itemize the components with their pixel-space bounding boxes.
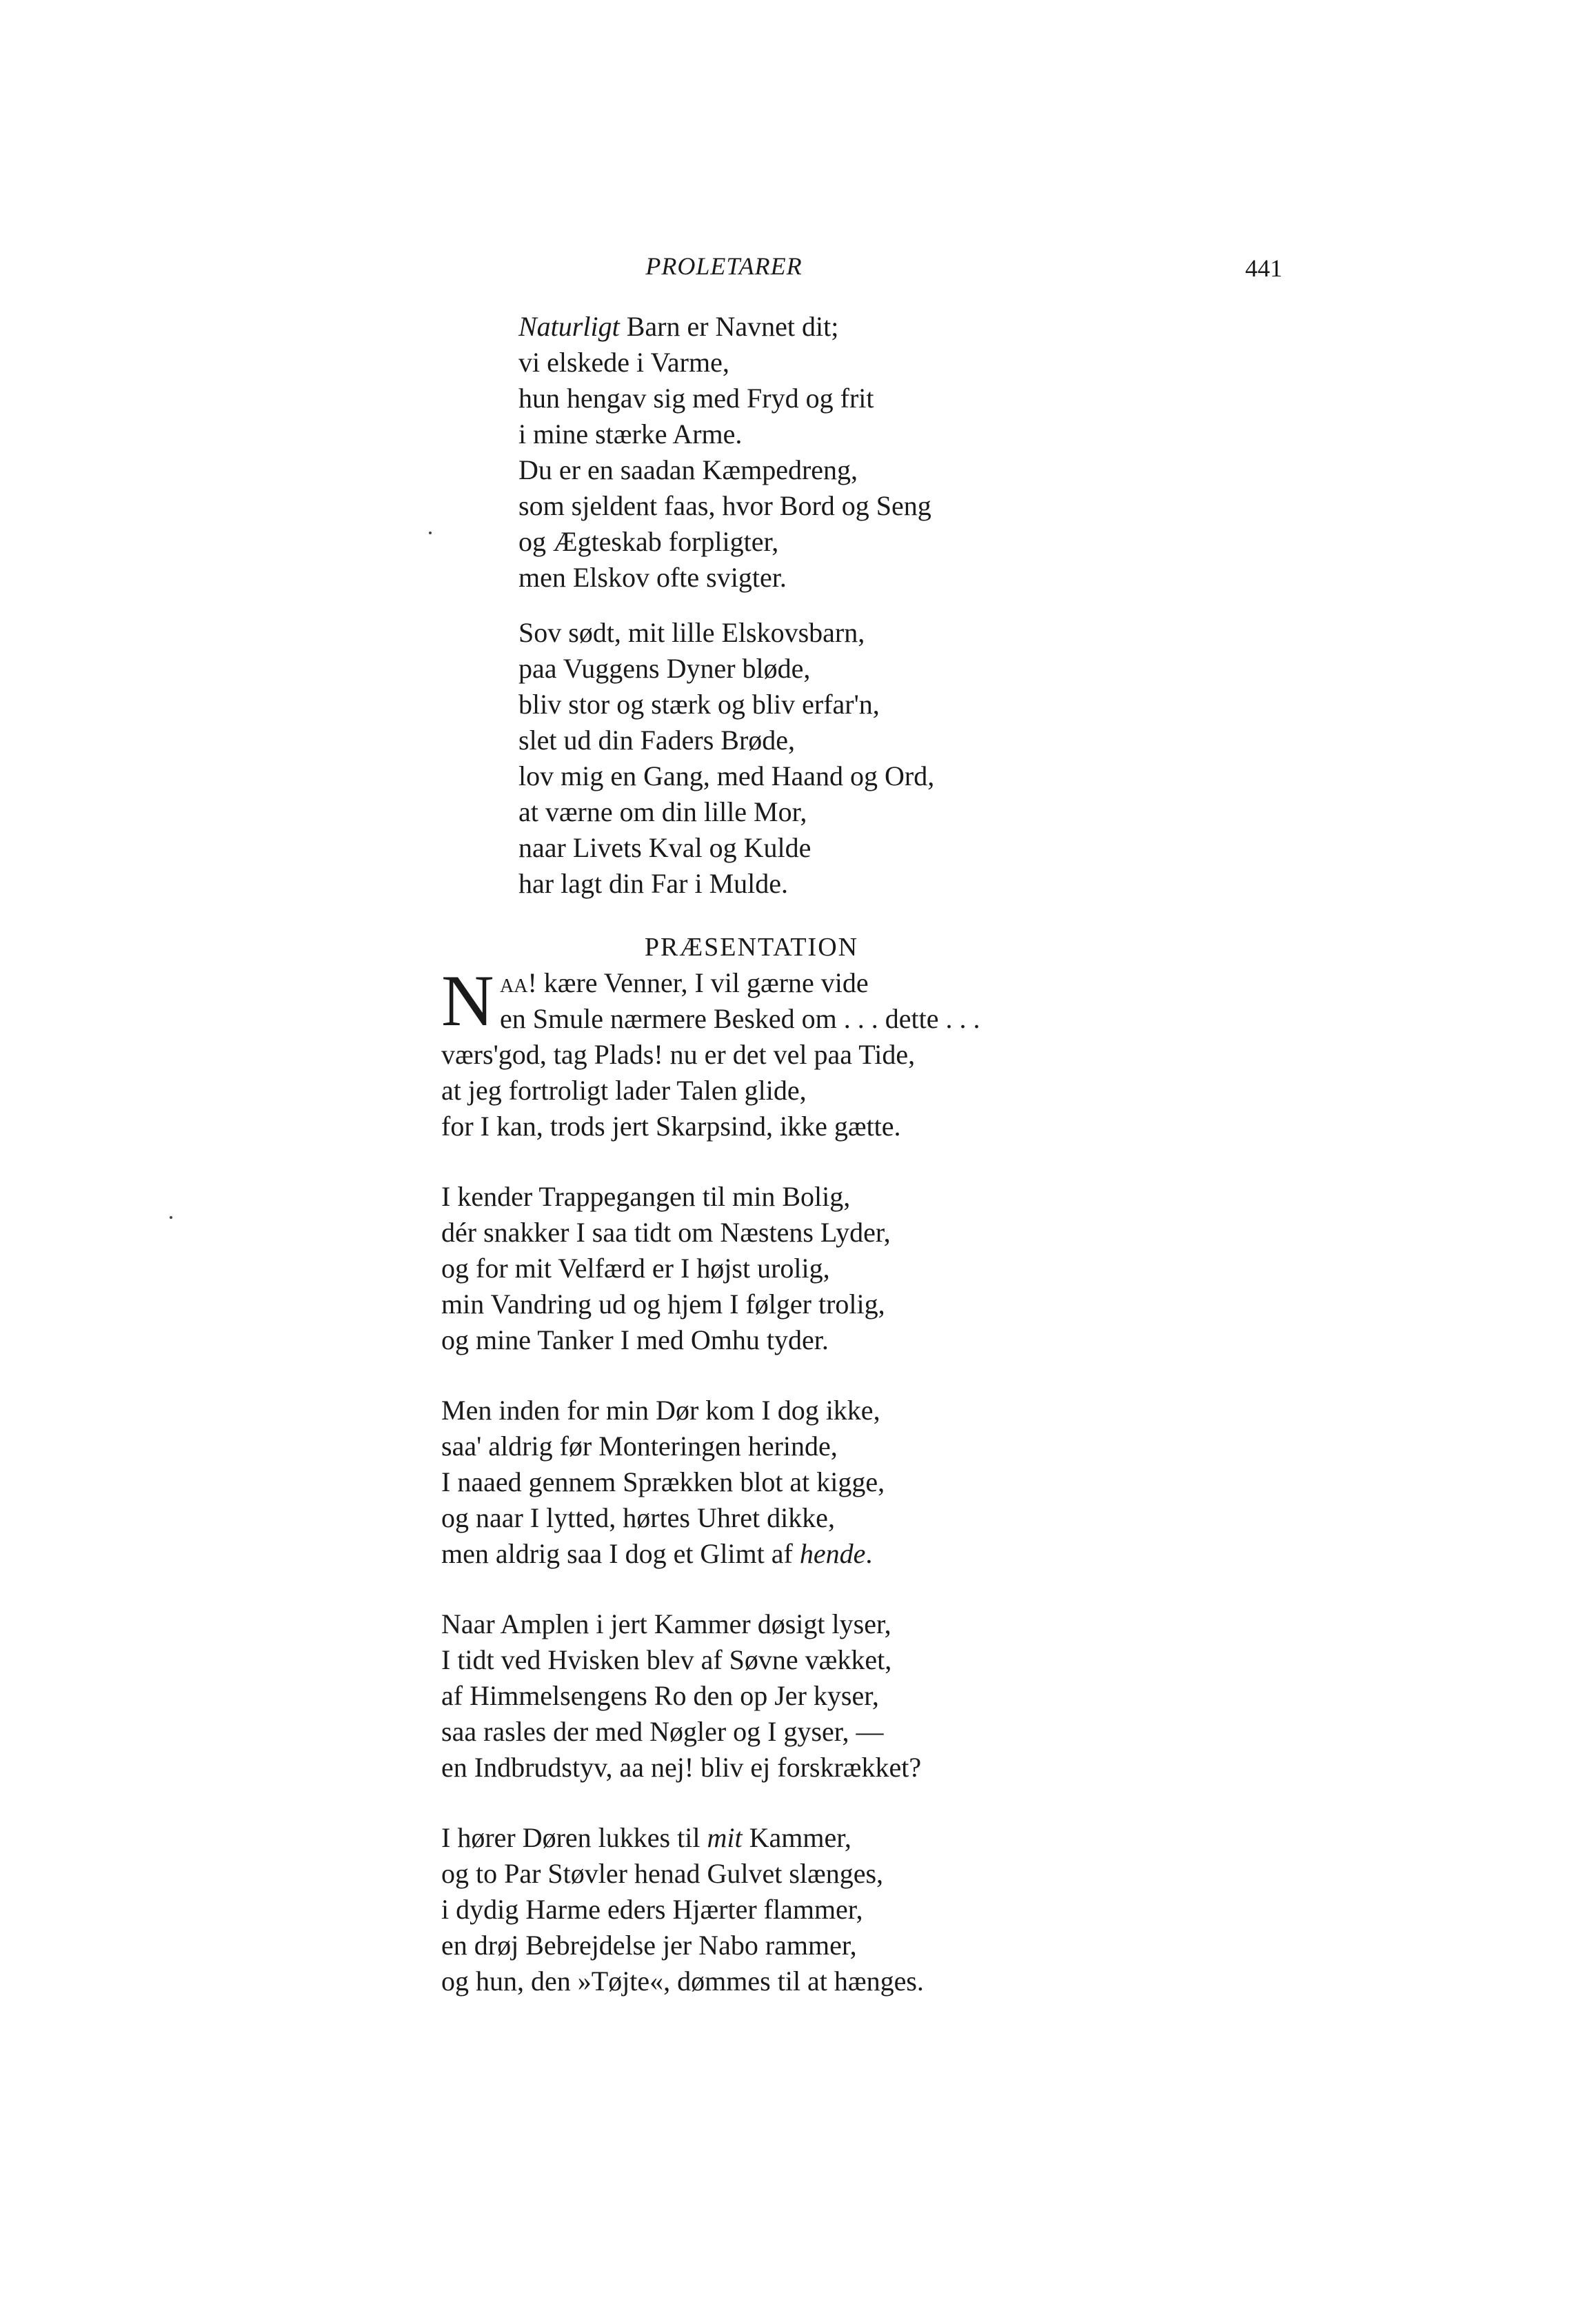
verse-line: saa rasles der med Nøgler og I gyser, — [441, 1716, 884, 1747]
verse-line: naar Livets Kval og Kulde [518, 832, 811, 863]
verse-line: I tidt ved Hvisken blev af Søvne vækket, [441, 1644, 892, 1675]
section-title: PRÆSENTATION [644, 933, 859, 962]
verse-line: at værne om din lille Mor, [518, 796, 807, 827]
verse-line: saa' aldrig før Monteringen herinde, [441, 1431, 838, 1462]
stanza [518, 615, 1139, 902]
running-head: PROLETARER [645, 252, 803, 280]
verse-line: aa! kære Venner, I vil gærne vide [500, 967, 869, 998]
verse-line: I naaed gennem Sprækken blot at kigge, [441, 1466, 885, 1497]
verse-line: en Indbrudstyv, aa nej! bliv ej forskrækket? [441, 1752, 922, 1783]
verse-line: Naturligt Barn er Navnet dit; [518, 311, 839, 342]
verse-line: lov mig en Gang, med Haand og Ord, [518, 760, 935, 791]
verse-line: for I kan, trods jert Skarpsind, ikke gætte. [441, 1111, 901, 1142]
drop-cap: N [441, 960, 494, 1041]
verse-line: en drøj Bebrejdelse jer Nabo rammer, [441, 1930, 857, 1961]
dropcap-block [441, 960, 1269, 1041]
emphasis: hende [799, 1538, 866, 1569]
verse-line: i mine stærke Arme. [518, 418, 743, 449]
verse-line: slet ud din Faders Brøde, [518, 725, 796, 756]
verse-line: og Ægteskab forpligter, [518, 526, 779, 557]
verse-line: dér snakker I saa tidt om Næstens Lyder, [441, 1217, 891, 1248]
verse-line: men Elskov ofte svigter. [518, 562, 787, 593]
verse-line: vi elskede i Varme, [518, 347, 729, 378]
poem-praesentation [441, 960, 1269, 1999]
page-number: 441 [1245, 254, 1282, 282]
stanza [441, 1820, 1269, 1999]
verse-line: I hører Døren lukkes til mit Kammer, [441, 1822, 851, 1853]
verse-line: paa Vuggens Dyner bløde, [518, 653, 811, 684]
emphasis: Naturligt [518, 311, 620, 342]
verse-line: værs'god, tag Plads! nu er det vel paa Tide, [441, 1039, 916, 1070]
stanza [441, 1179, 1269, 1358]
poem-proletarer [518, 309, 1139, 902]
verse-line: og to Par Støvler henad Gulvet slænges, [441, 1858, 884, 1889]
verse-line: hun hengav sig med Fryd og frit [518, 383, 874, 414]
verse-line: at jeg fortroligt lader Talen glide, [441, 1075, 807, 1106]
verse-line: og for mit Velfærd er I højst urolig, [441, 1253, 830, 1284]
verse-line: Sov sødt, mit lille Elskovsbarn, [518, 617, 865, 648]
verse-line: af Himmelsengens Ro den op Jer kyser, [441, 1680, 879, 1711]
verse-line: bliv stor og stærk og bliv erfar'n, [518, 689, 880, 720]
verse-line: har lagt din Far i Mulde. [518, 868, 789, 899]
verse-line: og naar I lytted, hørtes Uhret dikke, [441, 1502, 835, 1533]
verse-line: men aldrig saa I dog et Glimt af hende. [441, 1538, 873, 1569]
stanza [441, 1606, 1269, 1786]
verse-line: Du er en saadan Kæmpedreng, [518, 454, 858, 485]
verse-line: i dydig Harme eders Hjærter flammer, [441, 1894, 863, 1925]
print-speck [429, 532, 432, 534]
verse-line: og mine Tanker I med Omhu tyder. [441, 1324, 829, 1355]
stanza [441, 1393, 1269, 1572]
verse-line: som sjeldent faas, hvor Bord og Seng [518, 490, 931, 521]
verse-line: Naar Amplen i jert Kammer døsigt lyser, [441, 1608, 891, 1639]
verse-line: Men inden for min Dør kom I dog ikke, [441, 1395, 880, 1426]
emphasis: mit [707, 1822, 743, 1853]
verse-line: en Smule nærmere Besked om . . . dette . . . [500, 1003, 980, 1034]
print-speck [170, 1216, 172, 1219]
stanza [441, 960, 1269, 1144]
verse-line: I kender Trappegangen til min Bolig, [441, 1181, 851, 1212]
verse-line: og hun, den »Tøjte«, dømmes til at hænges. [441, 1966, 924, 1997]
stanza [518, 309, 1139, 596]
verse-line: min Vandring ud og hjem I følger trolig, [441, 1289, 885, 1320]
